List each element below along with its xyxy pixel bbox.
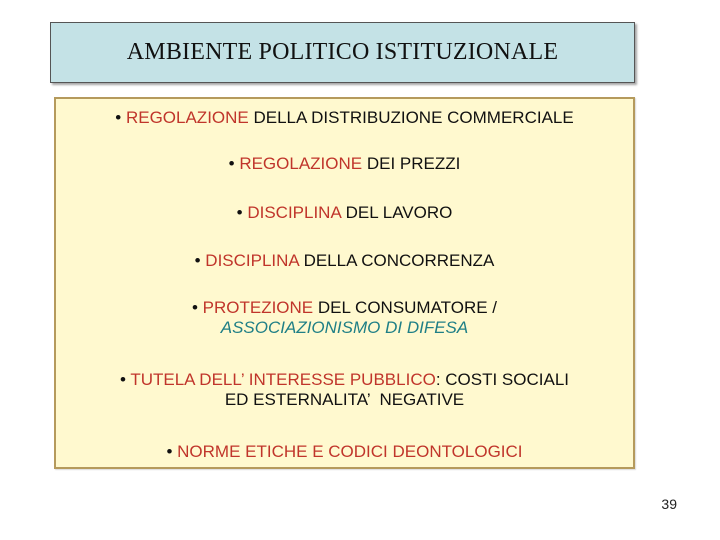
item-text: DEL LAVORO: [340, 203, 453, 222]
title-box: [50, 22, 635, 83]
item-text: DELLA CONCORRENZA: [298, 251, 495, 270]
item-keyword: PROTEZIONE: [202, 298, 314, 317]
list-item: [56, 442, 633, 462]
item-keyword: NORME ETICHE E CODICI DEONTOLOGICI: [177, 442, 523, 461]
item-text: DELLA DISTRIBUZIONE COMMERCIALE: [248, 108, 574, 127]
item-keyword: TUTELA DELL’ INTERESSE PUBBLICO: [130, 370, 436, 389]
bullet: •: [119, 370, 131, 389]
item-text: : COSTI SOCIALI: [435, 370, 570, 389]
list-item: [56, 298, 633, 338]
item-subtext: ED ESTERNALITA’ NEGATIVE: [224, 390, 465, 409]
item-keyword: DISCIPLINA: [247, 203, 341, 222]
list-item: [56, 108, 633, 128]
list-item: [56, 154, 633, 174]
list-item: [56, 203, 633, 223]
page-number: 39: [661, 496, 677, 512]
bullet: •: [166, 442, 178, 461]
item-keyword: REGOLAZIONE: [239, 154, 363, 173]
item-subtext: ASSOCIAZIONISMO DI DIFESA: [220, 318, 469, 337]
bullet: •: [191, 298, 203, 317]
bullet: •: [115, 108, 126, 127]
list-item: [56, 370, 633, 410]
item-keyword: DISCIPLINA: [205, 251, 299, 270]
content-box: [54, 97, 635, 469]
item-keyword: REGOLAZIONE: [125, 108, 249, 127]
slide-title: AMBIENTE POLITICO ISTITUZIONALE: [126, 39, 559, 65]
item-text: DEI PREZZI: [362, 154, 461, 173]
bullet: •: [236, 203, 248, 222]
bullet: •: [194, 251, 206, 270]
list-item: [56, 251, 633, 271]
bullet: •: [228, 154, 240, 173]
item-text: DEL CONSUMATORE /: [313, 298, 498, 317]
